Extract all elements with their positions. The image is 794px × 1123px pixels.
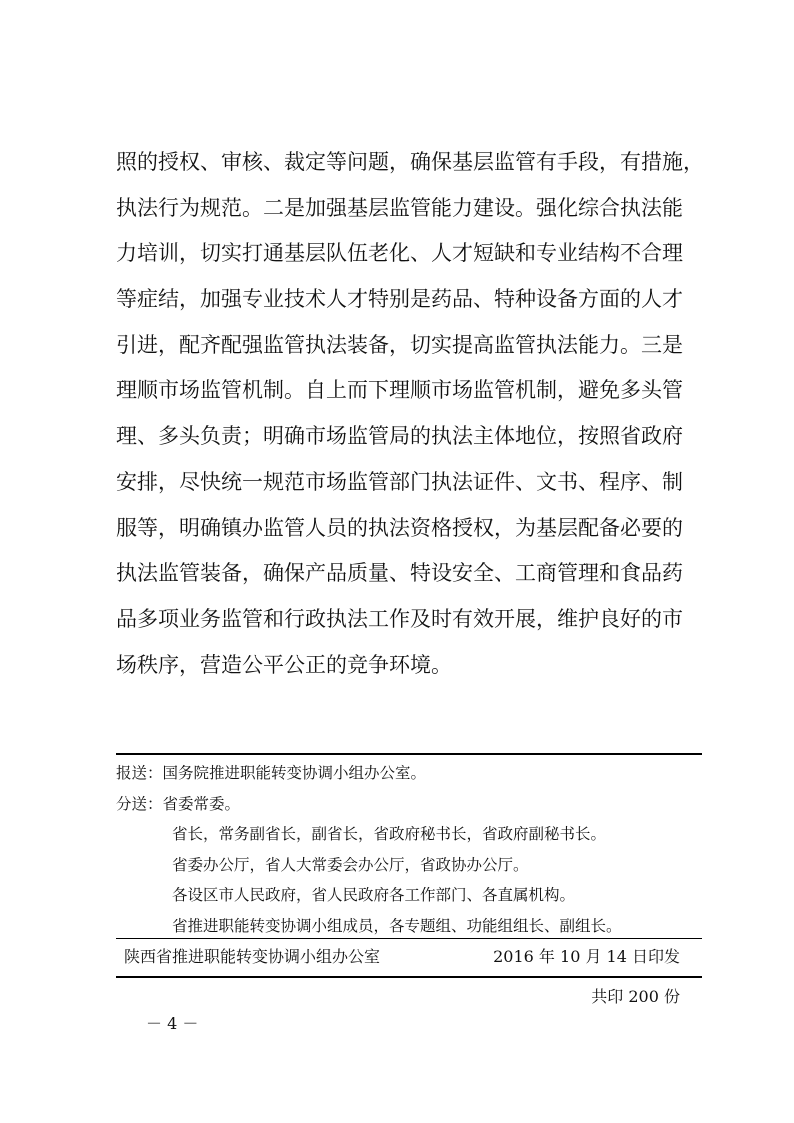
- divider-middle: [116, 938, 702, 939]
- copy-recipient-line: 各设区市人民政府，省人民政府各工作部门、各直属机构。: [172, 886, 576, 904]
- body-line: 安排，尽快统一规范市场监管部门执法证件、文书、程序、制: [116, 469, 683, 494]
- issue-date: 2016 年 10 月 14 日印发: [493, 947, 680, 966]
- body-line: 理顺市场监管机制。自上而下理顺市场监管机制，避免多头管: [116, 378, 683, 403]
- body-line: 品多项业务监管和行政执法工作及时有效开展，维护良好的市: [116, 606, 683, 631]
- copy-recipient: 省委常委。: [162, 794, 241, 813]
- page-number: － 4 －: [146, 1014, 199, 1033]
- body-line: 执法监管装备，确保产品质量、特设安全、工商管理和食品药: [116, 561, 683, 586]
- copy-row: [116, 789, 702, 820]
- body-text: [116, 140, 704, 688]
- distribution-block: [116, 758, 702, 941]
- copy-recipient-line: 省推进职能转变协调小组成员，各专题组、功能组组长、副组长。: [172, 916, 622, 935]
- body-line: 场秩序，营造公平公正的竞争环境。: [116, 652, 452, 677]
- issuer-line: [124, 945, 680, 969]
- report-row: [116, 758, 702, 789]
- body-line: 引进，配齐配强监管执法装备，切实提高监管执法能力。三是: [116, 332, 683, 357]
- body-line: 等症结，加强专业技术人才特别是药品、特种设备方面的人才: [116, 287, 683, 312]
- divider-bottom: [116, 976, 702, 978]
- body-line: 理、多头负责；明确市场监管局的执法主体地位，按照省政府: [116, 424, 683, 449]
- divider-top: [116, 753, 702, 755]
- report-label: 报送：: [116, 764, 163, 782]
- report-recipient: 国务院推进职能转变协调小组办公室。: [162, 764, 427, 782]
- body-line: 服等，明确镇办监管人员的执法资格授权，为基层配备必要的: [116, 515, 683, 540]
- body-line: 力培训，切实打通基层队伍老化、人才短缺和专业结构不合理: [116, 241, 683, 266]
- issuer-name: 陕西省推进职能转变协调小组办公室: [124, 947, 381, 966]
- copy-label: 分送：: [116, 794, 163, 813]
- copies-count: 共印 200 份: [591, 987, 680, 1006]
- copy-recipient-line: 省长，常务副省长，副省长，省政府秘书长，省政府副秘书长。: [172, 825, 607, 843]
- body-line: 执法行为规范。二是加强基层监管能力建设。强化综合执法能: [116, 195, 683, 220]
- copy-recipient-line: 省委办公厅，省人大常委会办公厅，省政协办公厅。: [172, 855, 529, 874]
- body-line: 照的授权、审核、裁定等问题，确保基层监管有手段，有措施，: [116, 150, 704, 174]
